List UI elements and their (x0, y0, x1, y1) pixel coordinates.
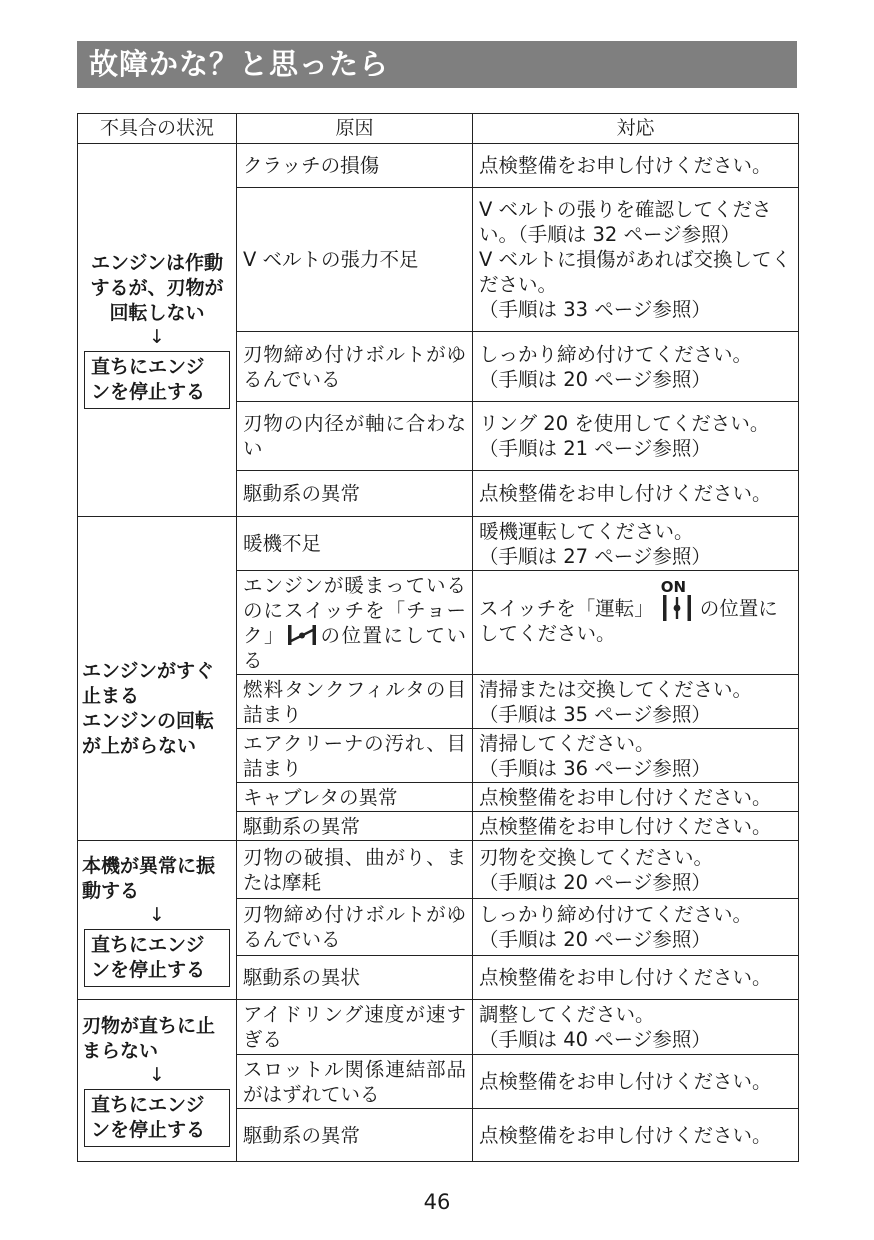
remedy-cell (473, 899, 799, 956)
remedy-cell (473, 571, 799, 675)
remedy-text: リング 20 を使用してください。 （手順は 21 ページ参照） (479, 412, 770, 460)
cause-cell: 刃物の内径が軸に合わない (237, 402, 473, 471)
cause-cell: 燃料タンクフィルタの目詰まり (237, 675, 473, 729)
cause-cell: アイドリング速度が速すぎる (237, 1000, 473, 1055)
cause-cell: 刃物締め付けボルトがゆるんでいる (237, 332, 473, 402)
situation-text: 本機が異常に振動する (82, 854, 216, 902)
remedy-cell: 点検整備をお申し付けください。 (473, 783, 799, 812)
cause-cell: V ベルトの張力不足 (237, 188, 473, 332)
on-symbol (660, 578, 694, 621)
table-header-row (78, 114, 799, 144)
situation-cell (78, 1000, 237, 1162)
cause-cell: 駆動系の異常 (237, 812, 473, 841)
stop-engine-note: 直ちにエンジンを停止する (84, 351, 230, 409)
table-row (78, 517, 799, 571)
table-row (78, 841, 799, 899)
cause-cell: 刃物締め付けボルトがゆるんでいる (237, 899, 473, 956)
remedy-text: しっかり締め付けてください。 （手順は 20 ページ参照） (479, 903, 753, 951)
remedy-cell: 点検整備をお申し付けください。 (473, 471, 799, 517)
remedy-cell: 点検整備をお申し付けください。 (473, 144, 799, 188)
situation-cell (78, 517, 237, 841)
choke-symbol-icon (287, 624, 317, 646)
down-arrow-icon: ↓ (149, 903, 165, 926)
remedy-text: 暖機運転してください。 （手順は 27 ページ参照） (479, 519, 711, 568)
cause-text: エンジンが暖まっているのにスイッチを「チョーク」 (243, 573, 466, 647)
remedy-cell (473, 1000, 799, 1055)
remedy-cell: 点検整備をお申し付けください。 (473, 1055, 799, 1109)
page-number: 46 (423, 1190, 451, 1214)
cause-cell: 駆動系の異状 (237, 956, 473, 1000)
down-arrow-icon: ↓ (149, 326, 165, 348)
cause-cell (237, 571, 473, 675)
remedy-cell (473, 675, 799, 729)
remedy-text: 刃物を交換してください。 （手順は 20 ページ参照） (479, 845, 714, 894)
table-row (78, 1000, 799, 1055)
cause-cell: 駆動系の異常 (237, 471, 473, 517)
situation-cell (78, 144, 237, 517)
situation-text: 刃物が直ちに止まらない (82, 1015, 216, 1062)
table-row (78, 144, 799, 188)
remedy-cell: 点検整備をお申し付けください。 (473, 812, 799, 841)
remedy-cell (473, 517, 799, 571)
remedy-cell (473, 729, 799, 783)
cause-text: の位置にしている (243, 623, 466, 672)
remedy-text: 清掃または交換してください。 （手順は 35 ページ参照） (479, 677, 753, 726)
remedy-cell (473, 188, 799, 332)
situation-cell (78, 841, 237, 1000)
stop-engine-note: 直ちにエンジンを停止する (84, 929, 230, 987)
remedy-text: V ベルトの張りを確認してください。（手順は 32 ページ参照） V ベルトに損傷があれば交換してください。 （手順は 33 ページ参照） (479, 198, 792, 321)
troubleshooting-table (77, 113, 799, 1162)
cause-cell: 刃物の破損、曲がり、または摩耗 (237, 841, 473, 899)
cause-cell: スロットル関係連結部品がはずれている (237, 1055, 473, 1109)
situation-text: エンジンは作動するが、刃物が回転しない (90, 252, 224, 324)
remedy-cell (473, 402, 799, 471)
remedy-text: の位置にしてください。 (479, 597, 778, 645)
cause-cell: クラッチの損傷 (237, 144, 473, 188)
remedy-cell (473, 332, 799, 402)
remedy-text: しっかり締め付けてください。 （手順は 20 ページ参照） (479, 342, 753, 391)
cause-cell: 駆動系の異常 (237, 1109, 473, 1162)
remedy-cell: 点検整備をお申し付けください。 (473, 1109, 799, 1162)
remedy-cell: 点検整備をお申し付けください。 (473, 956, 799, 1000)
remedy-text: 清掃してください。 （手順は 36 ページ参照） (479, 731, 711, 780)
header-remedy: 対応 (473, 114, 799, 144)
header-situation: 不具合の状況 (78, 114, 237, 144)
stop-engine-note: 直ちにエンジンを停止する (84, 1089, 230, 1147)
remedy-text: 調整してください。 （手順は 40 ページ参照） (479, 1003, 711, 1051)
cause-cell: 暖機不足 (237, 517, 473, 571)
remedy-text: スイッチを「運転」 (479, 597, 654, 620)
on-label: ON (660, 578, 687, 596)
situation-text: エンジンがすぐ止まる エンジンの回転が上がらない (82, 659, 215, 757)
cause-cell: キャブレタの異常 (237, 783, 473, 812)
remedy-cell (473, 841, 799, 899)
header-cause: 原因 (237, 114, 473, 144)
page-title: 故障かな？と思ったら (77, 41, 797, 88)
cause-cell: エアクリーナの汚れ、目詰まり (237, 729, 473, 783)
down-arrow-icon: ↓ (149, 1064, 165, 1086)
